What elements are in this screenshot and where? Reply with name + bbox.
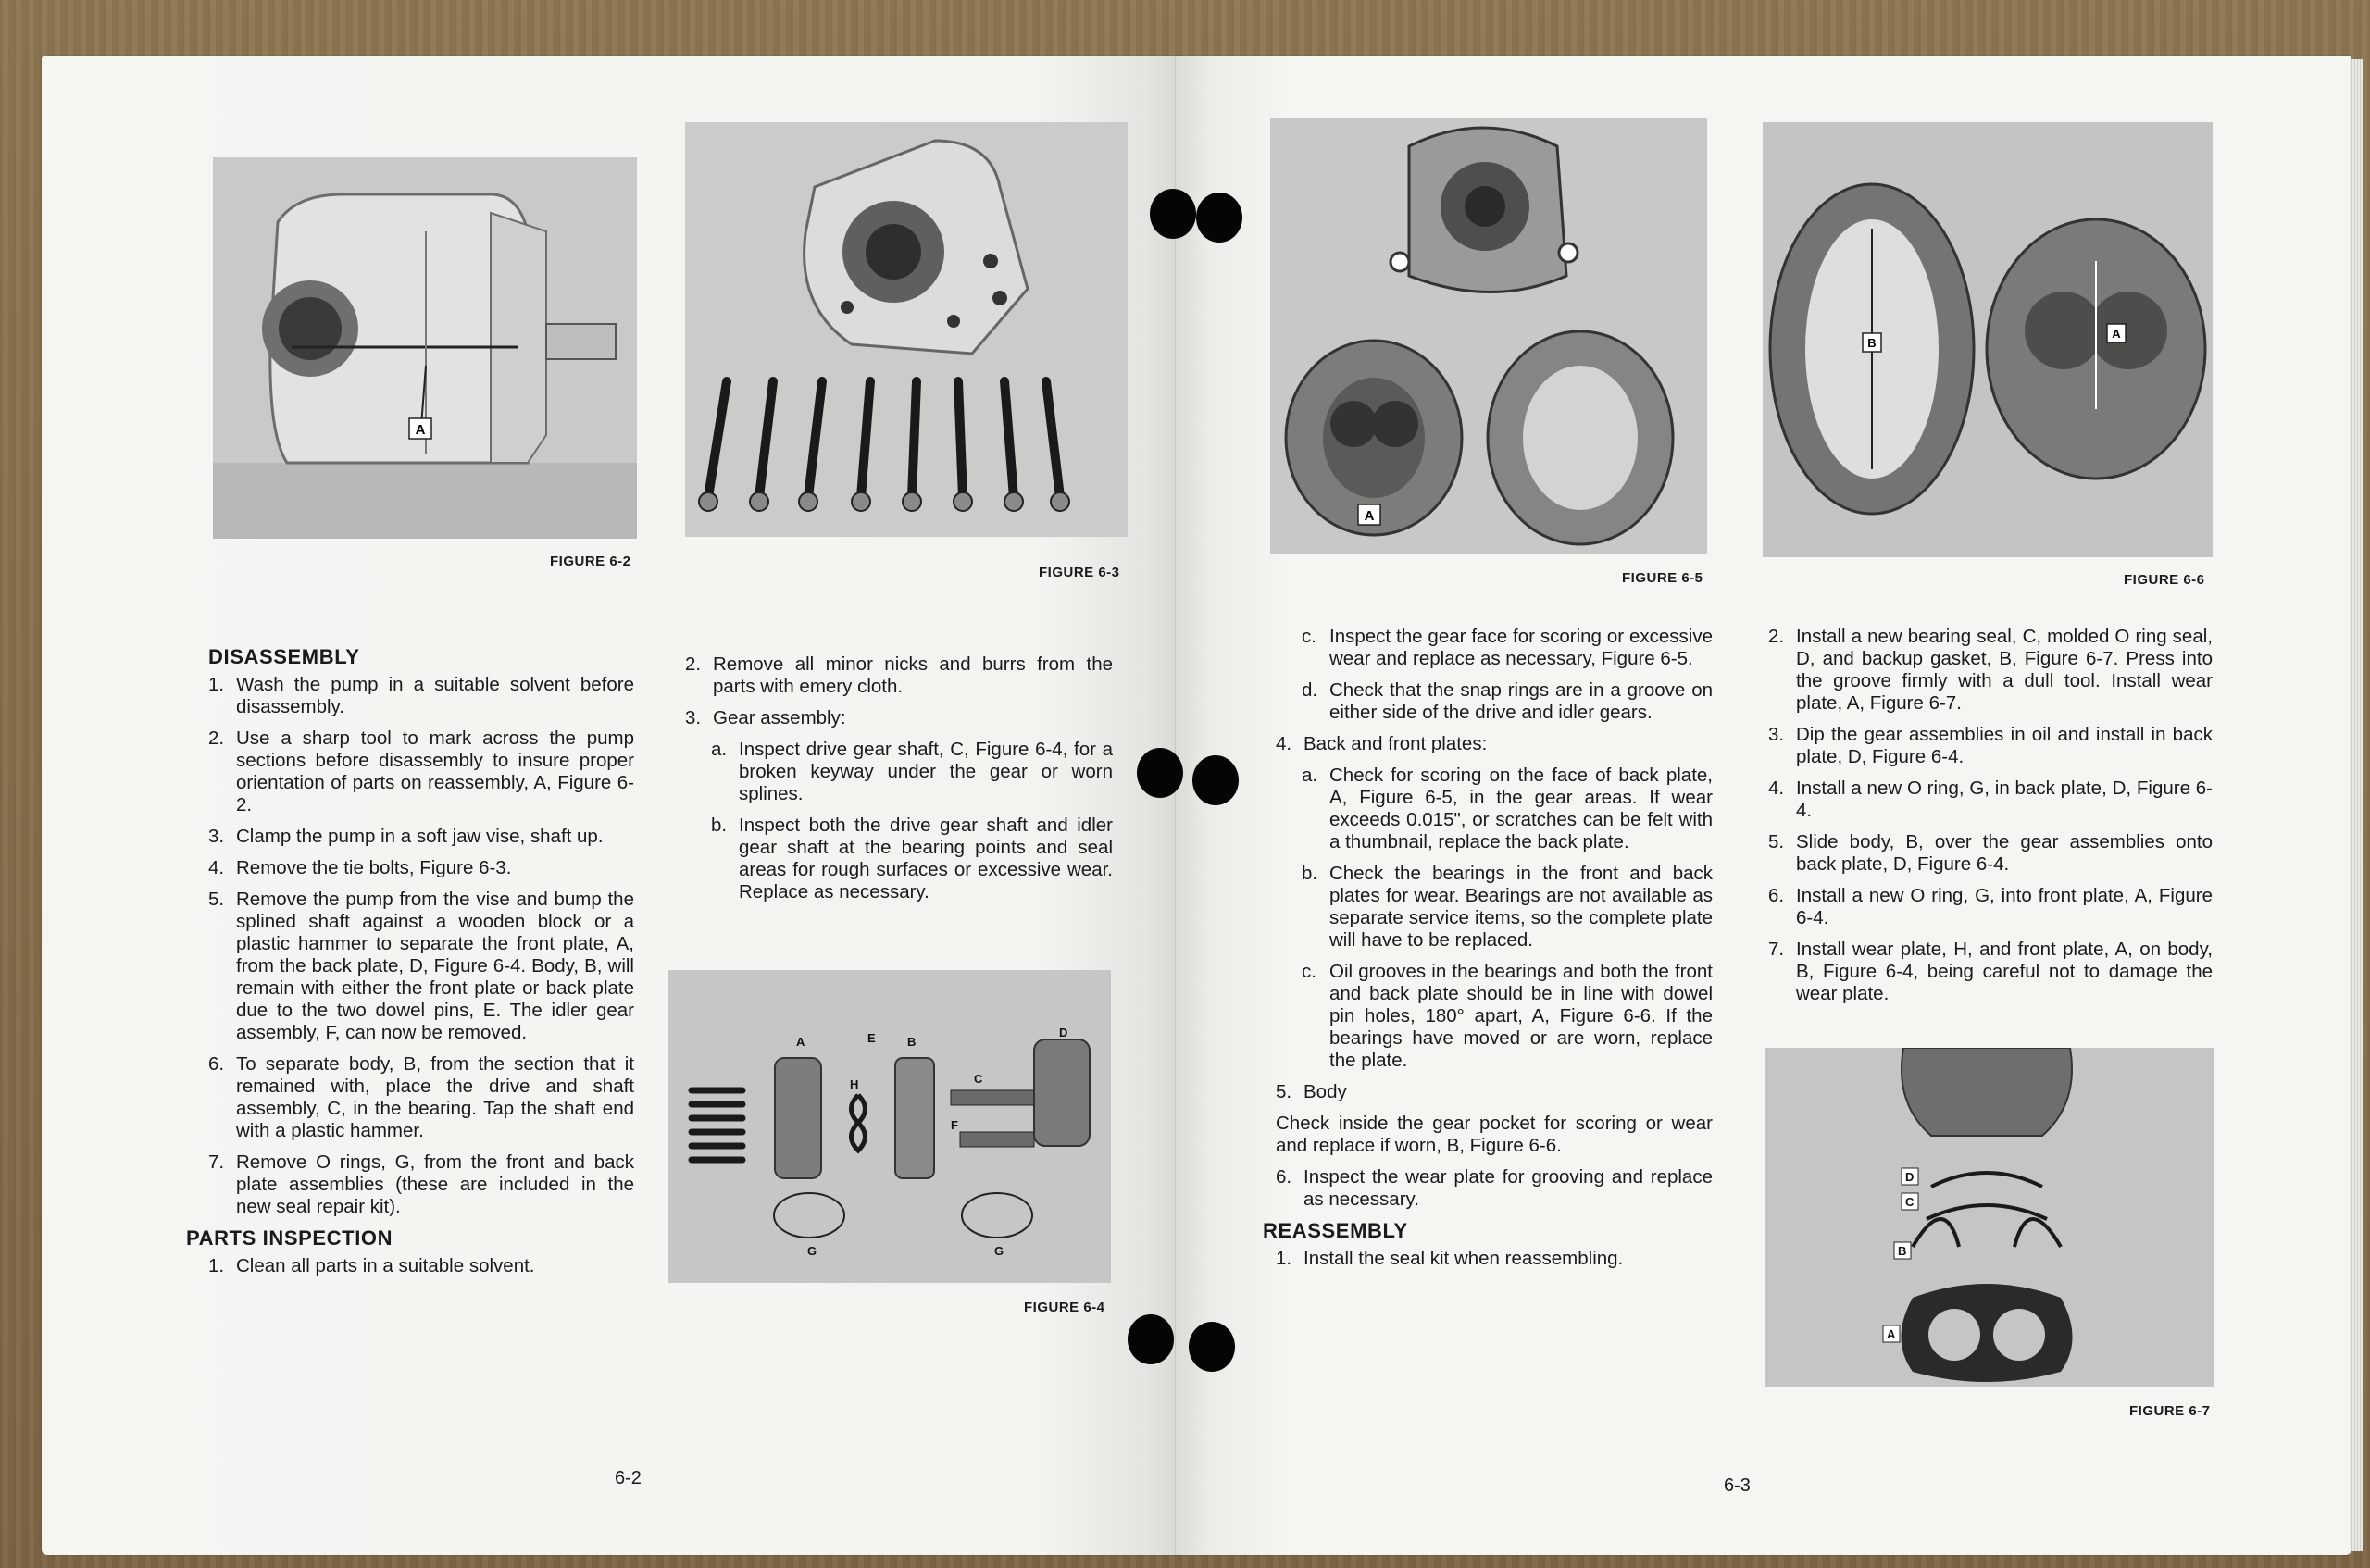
step-text: Install a new O ring, G, in back plate, D, Figure 6-4.: [1796, 778, 2213, 821]
gear-substep-d: [1302, 679, 1713, 724]
body-step-detail: Check inside the gear pocket for scoring or wear and replace if worn, B, Figure 6-6.: [1276, 1113, 1713, 1156]
figure-6-3-caption: FIGURE 6-3: [1039, 565, 1120, 580]
disassembly-step-7: [208, 1151, 634, 1218]
step-number: 7.: [208, 1151, 225, 1173]
fig-6-5-callout-a: A: [1364, 508, 1375, 524]
step-text: Inspect drive gear shaft, C, Figure 6-4, for a broken keyway under the gear or worn splines.: [739, 739, 1113, 804]
step-number: 6.: [1768, 885, 1785, 906]
step-number: 6.: [1276, 1166, 1292, 1188]
step-number: 3.: [1768, 724, 1785, 745]
step-number: 2.: [685, 653, 702, 675]
step-number: 7.: [1768, 939, 1785, 960]
fig-6-4-callout-g2: G: [994, 1244, 1004, 1258]
step-text: Body: [1304, 1081, 1347, 1102]
parts-inspection-step-2: [685, 653, 1113, 698]
step-letter: b.: [711, 815, 728, 836]
disassembly-step-3: [208, 826, 634, 848]
figure-6-4-photo: [668, 970, 1111, 1283]
figure-6-6-caption: FIGURE 6-6: [2124, 572, 2205, 588]
step-text: To separate body, B, from the section that it remained with, place the drive and shaft assembly, C, in the bearing. Tap the shaft end with a plastic hammer.: [236, 1053, 634, 1141]
step-text: Dip the gear assemblies in oil and install in back plate, D, Figure 6-4.: [1796, 724, 2213, 767]
punch-hole: [1128, 1314, 1174, 1364]
step-text: Gear assembly:: [713, 707, 846, 728]
figure-6-7-photo: [1765, 1048, 2214, 1387]
step-number: 5.: [1276, 1081, 1292, 1102]
page-number-right: 6-3: [1724, 1475, 1751, 1496]
step-text: Install wear plate, H, and front plate, A, on body, B, Figure 6-4, being careful not to damage the wear plate.: [1796, 939, 2213, 1004]
punch-hole: [1150, 189, 1196, 239]
page-number-left: 6-2: [615, 1468, 642, 1488]
figure-6-6-photo: [1763, 122, 2213, 557]
step-text: Inspect both the drive gear shaft and idler gear shaft at the bearing points and seal areas for rough surfaces or excessive wear. Replace as necessary.: [739, 815, 1113, 902]
step-text: Remove the pump from the vise and bump the splined shaft against a wooden block or a plastic hammer to separate the front plate, A, from the back plate, D, Figure 6-4. Body, B, will remain with either the front plate or back plate due to the two dowel pins, E. The idler gear assembly, F, can now be removed.: [236, 889, 634, 1043]
fig-6-4-callout-e: E: [867, 1031, 876, 1045]
gear-substep-c: [1302, 626, 1713, 670]
fig-6-7-callout-c: C: [1905, 1195, 1915, 1209]
disassembly-step-4: [208, 857, 634, 879]
parts-inspection-step-4: [1276, 733, 1713, 755]
step-letter: c.: [1302, 626, 1316, 647]
step-text: Install the seal kit when reassembling.: [1304, 1248, 1624, 1269]
step-text: Check the bearings in the front and back plates for wear. Bearings are not available as separate service items, so the complete plate will have to be replaced.: [1329, 863, 1713, 951]
disassembly-step-2: [208, 728, 634, 816]
step-letter: d.: [1302, 679, 1318, 701]
step-number: 3.: [685, 707, 702, 728]
reassembly-step-5: [1768, 831, 2213, 876]
punch-hole: [1137, 748, 1183, 798]
step-text: Slide body, B, over the gear assemblies onto back plate, D, Figure 6-4.: [1796, 831, 2213, 875]
fig-6-4-callout-g1: G: [807, 1244, 817, 1258]
inspection-continued-section: [1263, 626, 1713, 1279]
step-number: 4.: [1276, 733, 1292, 754]
step-number: 4.: [208, 857, 225, 878]
plates-substep-c: [1302, 961, 1713, 1072]
disassembly-step-5: [208, 889, 634, 1044]
step-number: 5.: [1768, 831, 1785, 852]
figure-6-5-photo: [1270, 118, 1707, 554]
reassembly-step-2: [1768, 626, 2213, 715]
parts-inspection-step-6: [1276, 1166, 1713, 1211]
figure-6-4-caption: FIGURE 6-4: [1024, 1300, 1105, 1315]
figure-6-3-photo: [685, 122, 1128, 537]
step-text: Install a new bearing seal, C, molded O ring seal, D, and backup gasket, B, Figure 6-7. Press into the groove firmly with a dull tool. Install wear plate, A, Figure 6-7.: [1796, 626, 2213, 714]
disassembly-heading: DISASSEMBLY: [208, 645, 360, 668]
step-text: Remove the tie bolts, Figure 6-3.: [236, 857, 512, 878]
fig-6-6-callout-b: B: [1867, 336, 1877, 350]
fig-6-6-callout-a: A: [2112, 327, 2121, 341]
fig-6-2-callout-a: A: [415, 422, 426, 438]
step-text: Use a sharp tool to mark across the pump sections before disassembly to insure proper orientation of parts on reassembly, A, Figure 6-2.: [236, 728, 634, 815]
step-number: 1.: [208, 674, 225, 695]
step-text: Inspect the gear face for scoring or excessive wear and replace as necessary, Figure 6-5.: [1329, 626, 1713, 669]
step-number: 4.: [1768, 778, 1785, 799]
parts-inspection-step-1: [208, 1255, 634, 1277]
punch-hole: [1192, 755, 1239, 805]
gear-substep-b: [711, 815, 1113, 903]
fig-6-7-callout-a: A: [1887, 1327, 1896, 1341]
step-text: Clean all parts in a suitable solvent.: [236, 1255, 535, 1276]
step-text: Clamp the pump in a soft jaw vise, shaft up.: [236, 826, 604, 847]
figure-6-7-caption: FIGURE 6-7: [2129, 1403, 2211, 1419]
step-text: Check that the snap rings are in a groove on either side of the drive and idler gears.: [1329, 679, 1713, 723]
reassembly-step-6: [1768, 885, 2213, 929]
figure-6-2-caption: FIGURE 6-2: [550, 554, 631, 569]
step-text: Remove all minor nicks and burrs from the parts with emery cloth.: [713, 653, 1113, 697]
fig-6-7-callout-b: B: [1898, 1244, 1907, 1258]
step-text: Oil grooves in the bearings and both the front and back plate should be in line with dowel pin holes, 180° apart, A, Figure 6-6. If the bearings have moved or are worn, replace the plate.: [1329, 961, 1713, 1071]
step-text: Back and front plates:: [1304, 733, 1488, 754]
reassembly-step-4: [1768, 778, 2213, 822]
fig-6-4-callout-f: F: [951, 1118, 958, 1132]
reassembly-step-7: [1768, 939, 2213, 1005]
step-number: 2.: [1768, 626, 1785, 647]
step-text: Wash the pump in a suitable solvent before disassembly.: [236, 674, 634, 717]
step-number: 3.: [208, 826, 225, 847]
disassembly-step-1: [208, 674, 634, 718]
plates-substep-b: [1302, 863, 1713, 952]
step-number: 2.: [208, 728, 225, 749]
page-edge: [2350, 59, 2363, 1551]
reassembly-step-1: [1276, 1248, 1713, 1270]
fig-6-4-callout-b: B: [907, 1035, 917, 1049]
step-letter: b.: [1302, 863, 1318, 884]
step-text: Remove O rings, G, from the front and back plate assemblies (these are included in the new seal repair kit).: [236, 1151, 634, 1217]
parts-inspection-heading: PARTS INSPECTION: [186, 1226, 393, 1250]
disassembly-section: [186, 645, 634, 1287]
fig-6-4-callout-h: H: [850, 1077, 859, 1091]
step-letter: a.: [711, 739, 728, 760]
step-letter: c.: [1302, 961, 1316, 982]
step-text: Inspect the wear plate for grooving and replace as necessary.: [1304, 1166, 1713, 1210]
step-text: Install a new O ring, G, into front plate, A, Figure 6-4.: [1796, 885, 2213, 928]
fig-6-4-callout-c: C: [974, 1072, 983, 1086]
punch-hole: [1196, 193, 1242, 243]
parts-inspection-section: [685, 653, 1113, 913]
reassembly-heading: REASSEMBLY: [1263, 1219, 1408, 1242]
figure-6-5-caption: FIGURE 6-5: [1622, 570, 1703, 586]
fig-6-7-callout-d: D: [1905, 1170, 1915, 1184]
reassembly-step-3: [1768, 724, 2213, 768]
fig-6-4-callout-a: A: [796, 1035, 805, 1049]
step-number: 1.: [1276, 1248, 1292, 1269]
parts-inspection-step-5: [1276, 1081, 1713, 1103]
gear-substep-a: [711, 739, 1113, 805]
disassembly-step-6: [208, 1053, 634, 1142]
fig-6-4-callout-d: D: [1059, 1026, 1068, 1039]
step-letter: a.: [1302, 765, 1318, 786]
plates-substep-a: [1302, 765, 1713, 853]
parts-inspection-step-3: [685, 707, 1113, 729]
step-number: 5.: [208, 889, 225, 910]
step-number: 1.: [208, 1255, 225, 1276]
figure-6-2-photo: [213, 157, 637, 539]
step-number: 6.: [208, 1053, 225, 1075]
step-text: Check for scoring on the face of back plate, A, Figure 6-5, in the gear areas. If wear exceeds 0.015", or scratches can be felt with a thumbnail, replace the back plate.: [1329, 765, 1713, 852]
reassembly-section: [1768, 626, 2213, 1014]
punch-hole: [1189, 1322, 1235, 1372]
